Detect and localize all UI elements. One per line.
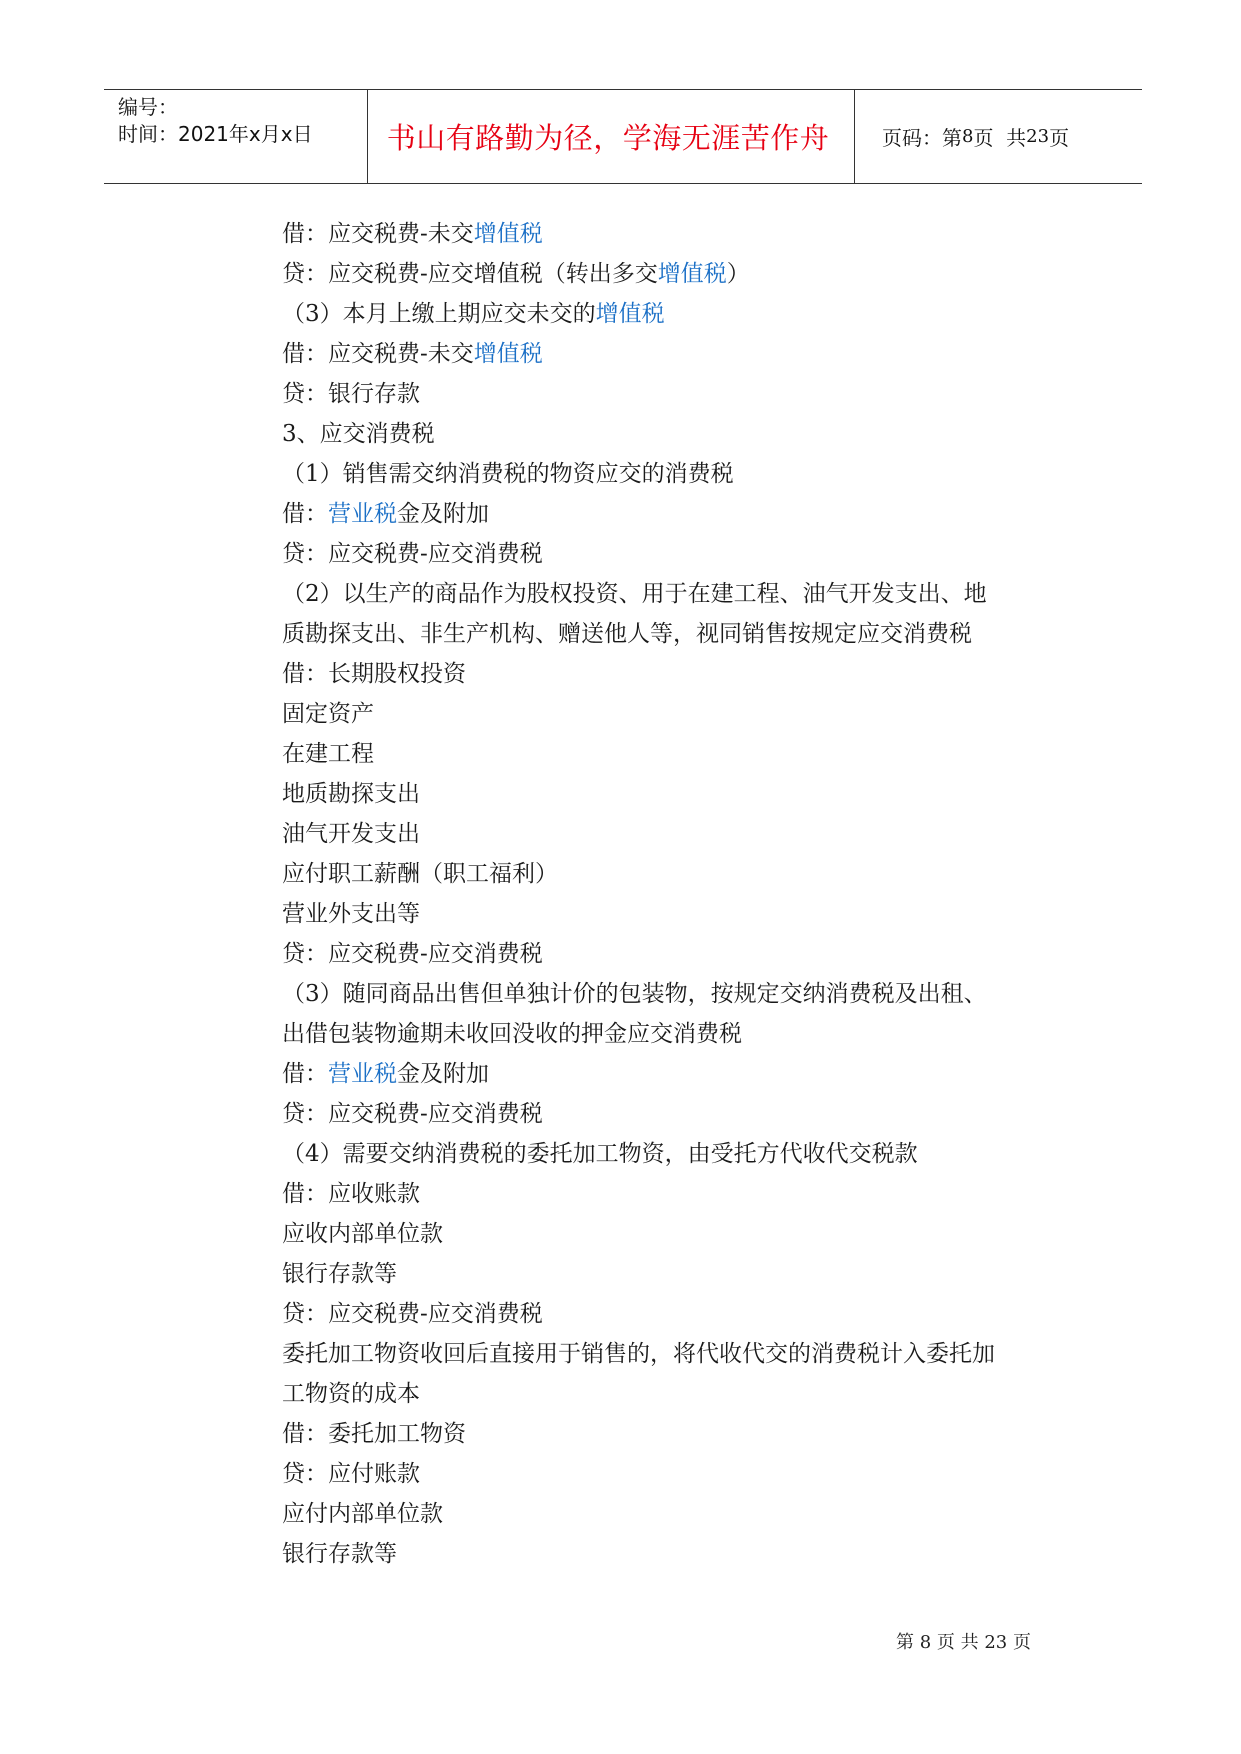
term-link[interactable]: 增值税 [657,261,727,287]
text-segment: 借：应交税费-未交 [282,341,474,367]
text-segment: 在建工程 [282,741,374,767]
text-line [282,414,1082,454]
text-line [282,654,1082,694]
text-line [282,934,1082,974]
page-current: 8 [962,126,974,147]
page-prefix: 页码：第 [882,126,962,150]
text-segment: 应收内部单位款 [282,1221,443,1247]
text-segment: 贷：应交税费-应交消费税 [282,941,543,967]
text-segment: 贷：应交税费-应交消费税 [282,541,543,567]
text-segment: （3）本月上缴上期应交未交的 [282,301,596,327]
page-total: 23 [1026,126,1050,147]
text-segment: 金及附加 [397,501,489,527]
text-line [282,854,1082,894]
text-line [282,294,1082,334]
text-line [282,334,1082,374]
text-segment: 营业外支出等 [282,901,420,927]
text-line [282,1174,1082,1214]
text-line [282,1214,1082,1254]
text-line [282,1254,1082,1294]
page-suffix: 页 [1049,126,1070,150]
text-segment: 贷：银行存款 [282,381,420,407]
text-segment: 委托加工物资收回后直接用于销售的，将代收代交的消费税计入委托加 [282,1341,995,1367]
text-line [282,454,1082,494]
text-line [282,374,1082,414]
text-segment: ） [726,261,750,287]
term-link[interactable]: 增值税 [473,341,543,367]
page-footer: 第 8 页 共 23 页 [896,1632,1031,1653]
page-header [104,89,1142,184]
text-segment: 银行存款等 [282,1541,397,1567]
text-segment: 固定资产 [282,701,374,727]
text-segment: 工物资的成本 [282,1381,420,1407]
text-segment: 借： [282,1061,328,1087]
text-segment: 出借包装物逾期未收回没收的押金应交消费税 [282,1021,742,1047]
document-number-label: 编号： [118,95,178,119]
text-segment: （1）销售需交纳消费税的物资应交的消费税 [282,461,734,487]
text-line [282,774,1082,814]
text-line [282,974,1082,1014]
text-line [282,1134,1082,1174]
term-link[interactable]: 增值税 [473,221,543,247]
text-line [282,894,1082,934]
text-segment: 应付职工薪酬（职工福利） [282,861,558,887]
text-line [282,1014,1082,1054]
text-segment: 贷：应交税费-应交增值税（转出多交 [282,261,658,287]
text-line [282,1534,1082,1574]
text-line [282,214,1082,254]
text-line [282,1374,1082,1414]
text-segment: 借：应收账款 [282,1181,420,1207]
text-segment: 借：长期股权投资 [282,661,466,687]
text-segment: （4）需要交纳消费税的委托加工物资，由受托方代收代交税款 [282,1141,918,1167]
text-segment: 地质勘探支出 [282,781,420,807]
header-divider [854,90,855,183]
text-line [282,1454,1082,1494]
term-link[interactable]: 营业税 [328,501,397,527]
text-segment: 贷：应付账款 [282,1461,420,1487]
text-segment: 贷：应交税费-应交消费税 [282,1301,543,1327]
text-segment: 应付内部单位款 [282,1501,443,1527]
header-page-number [868,90,1069,183]
text-line [282,694,1082,734]
text-segment: 借：应交税费-未交 [282,221,474,247]
text-line [282,534,1082,574]
text-segment: 3、应交消费税 [282,421,435,447]
text-segment: 借：委托加工物资 [282,1421,466,1447]
text-segment: 质勘探支出、非生产机构、赠送他人等，视同销售按规定应交消费税 [282,621,972,647]
term-link[interactable]: 营业税 [328,1061,397,1087]
header-meta [118,94,313,148]
text-segment: （2）以生产的商品作为股权投资、用于在建工程、油气开发支出、地 [282,581,987,607]
text-line [282,254,1082,294]
text-segment: 油气开发支出 [282,821,420,847]
text-segment: 贷：应交税费-应交消费税 [282,1101,543,1127]
text-line [282,494,1082,534]
text-line [282,1054,1082,1094]
text-segment: 金及附加 [397,1061,489,1087]
text-line [282,734,1082,774]
text-line [282,1094,1082,1134]
text-line [282,1494,1082,1534]
document-time-label: 时间：2021年x月x日 [118,122,313,146]
text-line [282,1334,1082,1374]
text-segment: 借： [282,501,328,527]
text-line [282,1294,1082,1334]
text-line [282,574,1082,614]
document-body [282,214,1082,1574]
text-segment: （3）随同商品出售但单独计价的包装物，按规定交纳消费税及出租、 [282,981,987,1007]
term-link[interactable]: 增值税 [595,301,665,327]
text-line [282,614,1082,654]
header-motto: 书山有路勤为径，学海无涯苦作舟 [386,121,830,155]
text-segment: 银行存款等 [282,1261,397,1287]
text-line [282,814,1082,854]
text-line [282,1414,1082,1454]
page-mid: 页 共 [973,126,1027,150]
